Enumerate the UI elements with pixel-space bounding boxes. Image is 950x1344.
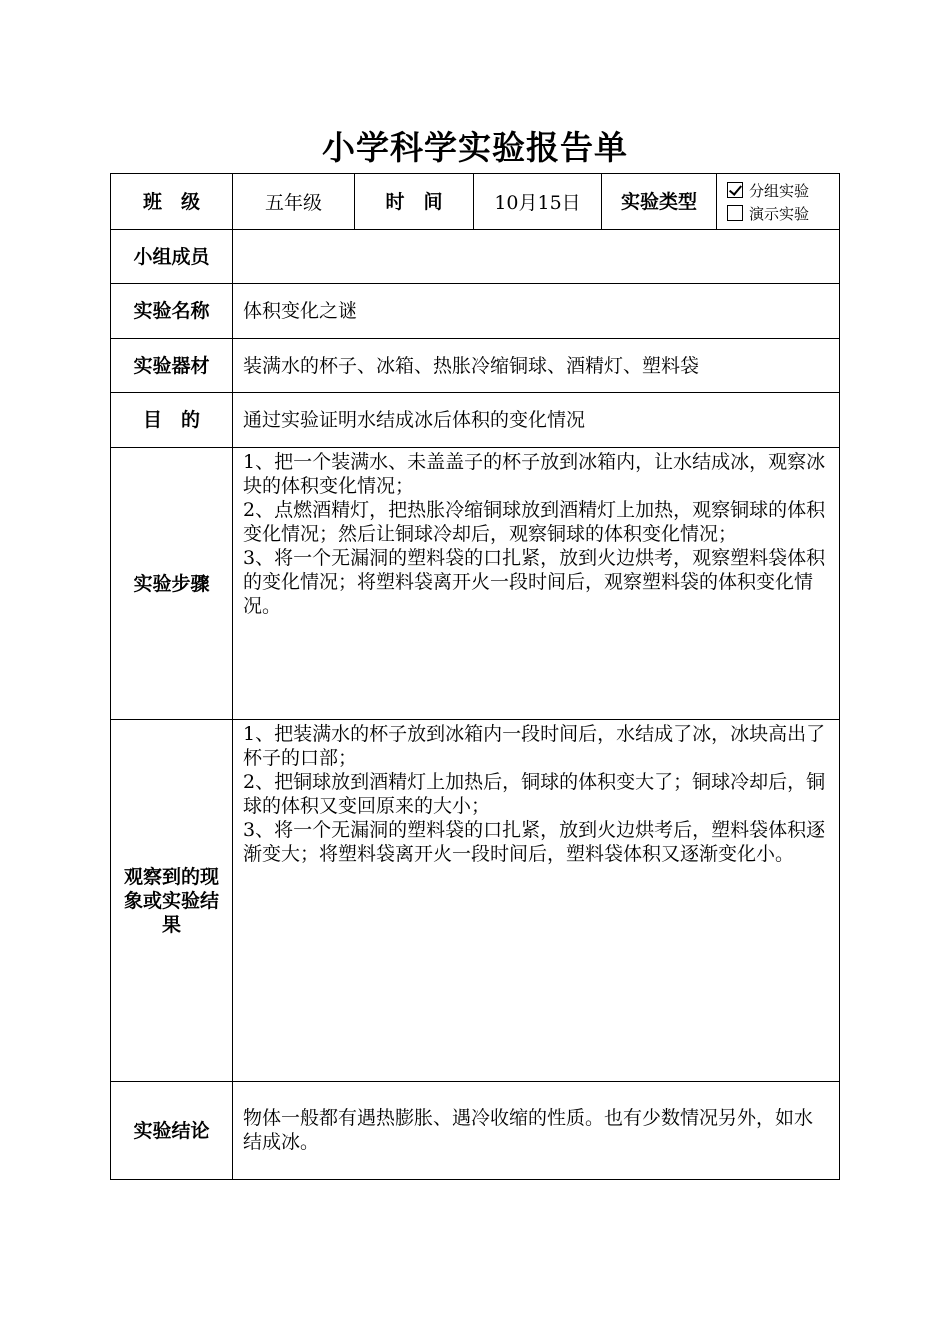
conclusion-value: 物体一般都有遇热膨胀、遇冷收缩的性质。也有少数情况另外，如水结成冰。	[233, 1082, 840, 1180]
checkbox-checked-icon[interactable]	[727, 182, 743, 198]
class-value: 五年级	[233, 174, 355, 230]
type-option-demo[interactable]	[727, 202, 839, 225]
members-value	[233, 230, 840, 284]
type-option-label: 分组实验	[749, 181, 810, 200]
results-label: 观察到的现象或实验结果	[111, 720, 233, 1082]
step-item: 3、将一个无漏洞的塑料袋的口扎紧，放到火边烘考，观察塑料袋体积的变化情况；将塑料袋离开火一段时间后，观察塑料袋的体积变化情况。	[243, 547, 826, 617]
type-option-group[interactable]	[727, 179, 839, 202]
header-row	[111, 174, 840, 230]
type-option-label: 演示实验	[749, 204, 810, 223]
type-options	[717, 174, 840, 230]
type-label: 实验类型	[602, 174, 717, 230]
steps-label: 实验步骤	[111, 448, 233, 720]
results-row	[111, 720, 840, 1082]
results-content	[233, 720, 840, 1082]
steps-content	[233, 448, 840, 720]
time-label: 时 间	[355, 174, 474, 230]
purpose-label: 目 的	[111, 393, 233, 448]
page-title: 小学科学实验报告单	[322, 128, 628, 167]
steps-row	[111, 448, 840, 720]
purpose-value: 通过实验证明水结成冰后体积的变化情况	[233, 393, 840, 448]
report-table	[110, 173, 840, 1180]
name-label: 实验名称	[111, 284, 233, 339]
conclusion-row	[111, 1082, 840, 1180]
checkbox-unchecked-icon[interactable]	[727, 205, 743, 221]
purpose-row	[111, 393, 840, 448]
time-value: 10月15日	[474, 174, 602, 230]
result-item: 3、将一个无漏洞的塑料袋的口扎紧，放到火边烘考后，塑料袋体积逐渐变大；将塑料袋离开火一段时间后，塑料袋体积又逐渐变化小。	[243, 819, 826, 865]
result-item: 1、把装满水的杯子放到冰箱内一段时间后，水结成了冰，冰块高出了杯子的口部；	[243, 723, 826, 769]
equipment-value: 装满水的杯子、冰箱、热胀冷缩铜球、酒精灯、塑料袋	[233, 339, 840, 393]
name-row	[111, 284, 840, 339]
class-label: 班 级	[111, 174, 233, 230]
name-value: 体积变化之谜	[233, 284, 840, 339]
result-item: 2、把铜球放到酒精灯上加热后，铜球的体积变大了；铜球冷却后，铜球的体积又变回原来的大小；	[243, 771, 826, 817]
equipment-row	[111, 339, 840, 393]
equipment-label: 实验器材	[111, 339, 233, 393]
members-row	[111, 230, 840, 284]
step-item: 2、点燃酒精灯，把热胀冷缩铜球放到酒精灯上加热，观察铜球的体积变化情况；然后让铜球冷却后，观察铜球的体积变化情况；	[243, 499, 826, 545]
conclusion-label: 实验结论	[111, 1082, 233, 1180]
step-item: 1、把一个装满水、未盖盖子的杯子放到冰箱内，让水结成冰，观察冰块的体积变化情况；	[243, 451, 826, 497]
members-label: 小组成员	[111, 230, 233, 284]
